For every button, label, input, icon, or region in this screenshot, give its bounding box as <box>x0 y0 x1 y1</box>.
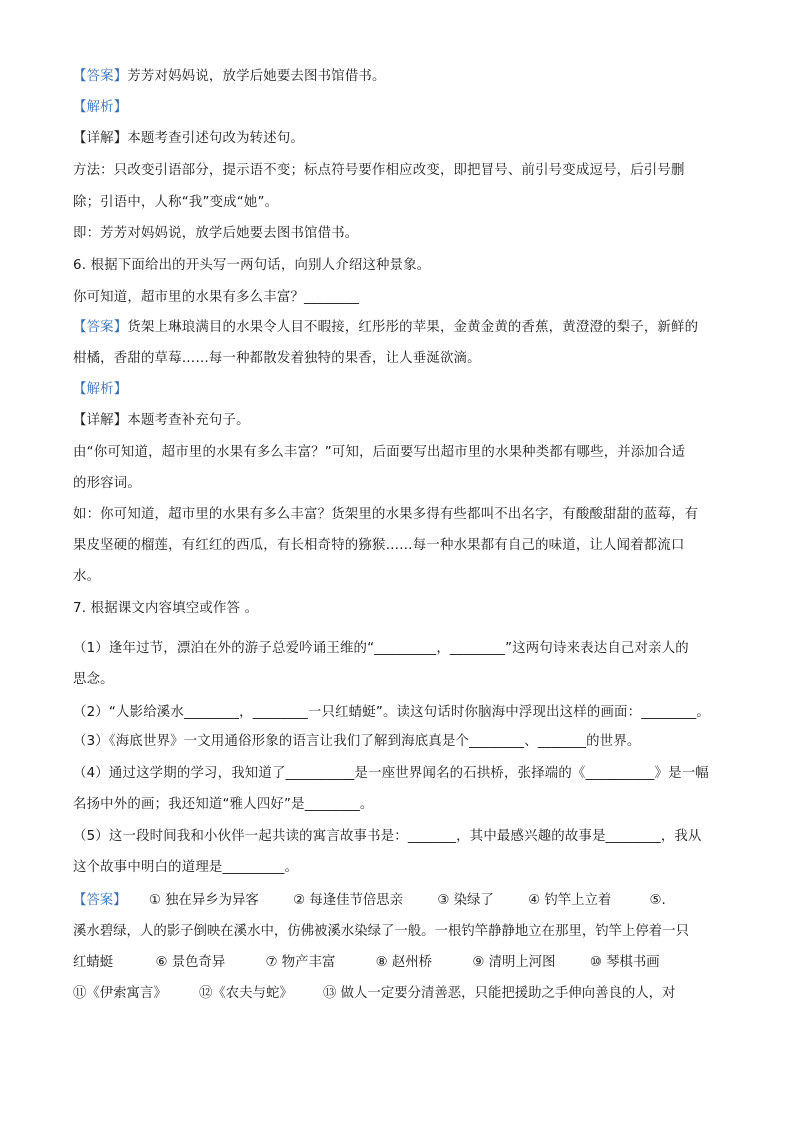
text-line <box>73 568 100 586</box>
line-text: （2）“人影给溪水________，________一只红蜻蜓”。读这句话时你脑海中浮现出这样的画面：________。 <box>73 705 710 720</box>
answer7-item-6: ⑥ 景色奇异 <box>155 955 226 970</box>
text-line <box>73 796 373 814</box>
line-text: 7. 根据课文内容填空或作答 。 <box>73 601 259 616</box>
text-line <box>73 475 141 493</box>
line-text: 名扬中外的画；我还知道“雅人四好”是________。 <box>73 797 374 812</box>
answer7-item-10: ⑩ 琴棋书画 <box>589 955 660 970</box>
answer7-item-9: ⑨ 清明上河图 <box>472 955 556 970</box>
line-text: 【详解】本题考查引述句改为转述句。 <box>73 131 305 146</box>
text-line <box>73 506 698 524</box>
text-line <box>73 257 430 275</box>
line-text: 如：你可知道，超市里的水果有多么丰富？货架里的水果多得有些都叫不出名字，有酸酸甜甜的蓝莓，有 <box>73 507 699 522</box>
line-text: 果皮坚硬的榴莲，有红红的西瓜，有长相奇特的猕猴……每一种水果都有自己的味道，让人闻着都流口 <box>73 538 685 553</box>
answer7-item-11: ⑪《伊索寓言》 <box>73 986 167 1001</box>
line-text: 除；引语中，人称“我”变成“她”。 <box>73 195 279 210</box>
answer7-item-13: ⑬ 做人一定要分清善恶，只能把援助之手伸向善良的人，对 <box>323 986 676 1001</box>
line-text: 【详解】本题考查补充句子。 <box>73 413 250 428</box>
text-line <box>73 444 685 462</box>
answer7-row2: 溪水碧绿，人的影子倒映在溪水中，仿佛被溪水染绿了一般。一根钓竿静静地立在那里，钓竿上停着一只 <box>73 924 689 939</box>
text-line <box>73 537 685 555</box>
text-line <box>73 765 709 783</box>
line-text: 你可知道，超市里的水果有多么丰富？________ <box>73 290 360 305</box>
answer7-item-1: ① 独在异乡为异客 <box>148 893 259 908</box>
answer7-item-3: ③ 染绿了 <box>437 893 494 908</box>
answer7-row1 <box>73 892 723 910</box>
answer7-row4 <box>73 985 723 1003</box>
text-line <box>73 68 386 86</box>
text-line <box>73 412 250 430</box>
text-line <box>73 289 359 307</box>
text-line <box>73 225 358 243</box>
line-text: （1）逢年过节，漂泊在外的游子总爱吟诵王维的“_________，________”这两句诗来表达自己对亲人的 <box>73 641 689 656</box>
line-text: 方法：只改变引语部分，提示语不变；标点符号要作相应改变，即把冒号、前引号变成逗号，后引号删 <box>73 163 685 178</box>
text-line <box>73 99 127 117</box>
answer7-item-5: ⑤. <box>649 893 666 908</box>
line-text: 柑橘，香甜的草莓……每一种都散发着独特的果香，让人垂涎欲滴。 <box>73 351 481 366</box>
text-line <box>73 828 702 846</box>
answer7-tag: 【答案】 <box>73 893 127 908</box>
line-text: 思念。 <box>73 672 114 687</box>
section-tag: 【解析】 <box>73 382 128 397</box>
line-text: 6. 根据下面给出的开头写一两句话，向别人介绍这种景象。 <box>73 258 431 273</box>
text-line <box>73 640 689 658</box>
line-text: 货架上琳琅满目的水果令人目不暇接，红彤彤的苹果，金黄金黄的香蕉，黄澄澄的梨子，新鲜的 <box>127 320 699 335</box>
answer7-row3 <box>73 954 723 972</box>
text-line <box>73 350 481 368</box>
line-text: 的形容词。 <box>73 476 141 491</box>
answer7-item-4: ④ 钓竿上立着 <box>528 893 612 908</box>
line-text: 水。 <box>73 569 101 584</box>
answer7-item-8: ⑧ 赵州桥 <box>375 955 433 970</box>
section-tag: 【解析】 <box>73 100 128 115</box>
section-tag: 【答案】 <box>73 320 128 335</box>
text-line <box>73 600 258 618</box>
line-text: 即：芳芳对妈妈说，放学后她要去图书馆借书。 <box>73 226 359 241</box>
answer7-item-2: ② 每逢佳节倍思亲 <box>293 893 404 908</box>
line-text: （4）通过这学期的学习，我知道了__________是一座世界闻名的石拱桥，张择端的《__________》是一幅 <box>73 766 709 781</box>
text-line <box>73 319 698 337</box>
line-text: 由“你可知道，超市里的水果有多么丰富？”可知，后面要写出超市里的水果种类都有哪些，并添加合适 <box>73 445 686 460</box>
answer7-item-5-cont: 红蜻蜓 <box>73 955 114 970</box>
line-text: 这个故事中明白的道理是_________。 <box>73 860 299 875</box>
answer7-item-7: ⑦ 物产丰富 <box>265 955 336 970</box>
text-line <box>73 733 641 751</box>
text-line <box>73 859 298 877</box>
text-line <box>73 162 685 180</box>
line-text: 芳芳对妈妈说，放学后她要去图书馆借书。 <box>127 69 386 84</box>
section-tag: 【答案】 <box>73 69 128 84</box>
text-line <box>73 130 304 148</box>
line-text: （3）《海底世界》一文用通俗形象的语言让我们了解到海底真是个________、_______的世界。 <box>73 734 641 749</box>
text-line <box>73 381 127 399</box>
text-line <box>73 194 278 212</box>
text-line <box>73 671 114 689</box>
text-line <box>73 704 710 722</box>
line-text: （5）这一段时间我和小伙伴一起共读的寓言故事书是：_______，其中最感兴趣的故事是________，我从 <box>73 829 702 844</box>
answer7-item-12: ⑫《农夫与蛇》 <box>199 986 293 1001</box>
